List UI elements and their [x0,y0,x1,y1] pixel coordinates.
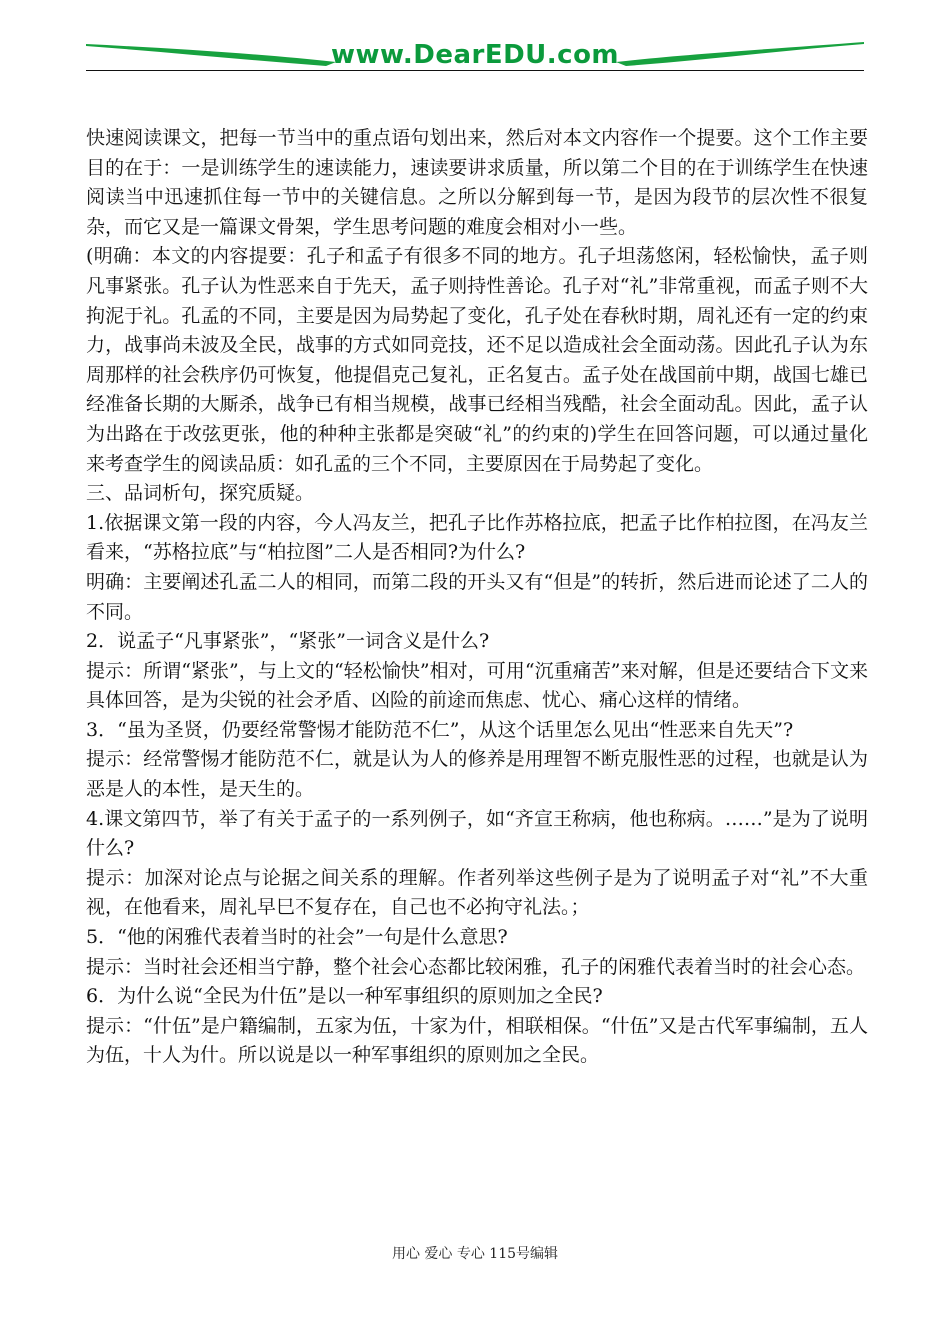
question: 5．“他的闲雅代表着当时的社会”一句是什么意思? [86,926,508,949]
answer: 明确：主要阐述孔孟二人的相同，而第二段的开头又有“但是”的转折，然后进而论述了二人的不同。 [86,570,868,623]
answer: 提示：加深对论点与论据之间关系的理解。作者列举这些例子是为了说明孟子对“礼”不大重视，在他看来，周礼早巳不复存在，自己也不必拘守礼法。； [86,866,868,919]
article-body [86,124,868,1071]
answer: 提示：经常警惕才能防范不仁，就是认为人的修养是用理智不断克服性恶的过程，也就是认为恶是人的本性，是天生的。 [86,748,868,801]
page-header [86,38,864,78]
question: 3．“虽为圣贤，仍要经常警惕才能防范不仁”，从这个话里怎么见出“性恶来自先天”? [86,718,794,741]
site-brand[interactable]: www.DearEDU.com [330,40,620,70]
paragraph: 快速阅读课文，把每一节当中的重点语句划出来，然后对本文内容作一个提要。这个工作主要目的在于：一是训练学生的速读能力，速读要讲求质量，所以第二个目的在于训练学生在快速阅读当中迅速抓住每一节中的关键信息。之所以分解到每一节，是因为段节的层次性不很复杂，而它又是一篇课文骨架，学生思考问题的难度会相对小一些。 [86,127,868,238]
page-footer: 用心 爱心 专心 115号编辑 [391,1246,559,1262]
question: 4.课文第四节，举了有关于孟子的一系列例子，如“齐宣王称病，他也称病。……”是为了说明什么? [86,807,868,860]
section-heading: 三、品词析句，探究质疑。 [86,482,315,505]
question: 6．为什么说“全民为什伍”是以一种军事组织的原则加之全民? [86,985,603,1008]
answer: 提示：当时社会还相当宁静，整个社会心态都比较闲雅，孔子的闲雅代表着当时的社会心态。 [86,955,866,978]
question: 2．说孟子“凡事紧张”，“紧张”一词含义是什么? [86,630,490,653]
header-rule [86,70,864,71]
question: 1.依据课文第一段的内容，今人冯友兰，把孔子比作苏格拉底，把孟子比作柏拉图，在冯友兰看来，“苏格拉底”与“柏拉图”二人是否相同?为什么? [86,511,868,564]
paragraph: (明确：本文的内容提要：孔子和孟子有很多不同的地方。孔子坦荡悠闲，轻松愉快，孟子则凡事紧张。孔子认为性恶来自于先天，孟子则持性善论。孔子对“礼”非常重视，而孟子则不大拘泥于礼。孔孟的不同，主要是因为局势起了变化，孔子处在春秋时期，周礼还有一定的约束力，战事尚未波及全民，战事的方式如同竞技，还不足以造成社会全面动荡。因此孔子认为东周那样的社会秩序仍可恢复，他提倡克己复礼，正名复古。孟子处在战国前中期，战国七雄已经准备长期的大厮杀，战争已有相当规模，战事已经相当残酷，社会全面动乱。因此，孟子认为出路在于改弦更张，他的种种主张都是突破“礼”的约束的)学生在回答问题，可以通过量化来考查学生的阅读品质：如孔孟的三个不同，主要原因在于局势起了变化。 [86,245,868,475]
answer: 提示：所谓“紧张”，与上文的“轻松愉快”相对，可用“沉重痛苦”来对解，但是还要结合下文来具体回答，是为尖锐的社会矛盾、凶险的前途而焦虑、忧心、痛心这样的情绪。 [86,659,868,712]
answer: 提示：“什伍”是户籍编制，五家为伍，十家为什，相联相保。“什伍”又是古代军事编制，五人为伍，十人为什。所以说是以一种军事组织的原则加之全民。 [86,1014,868,1067]
